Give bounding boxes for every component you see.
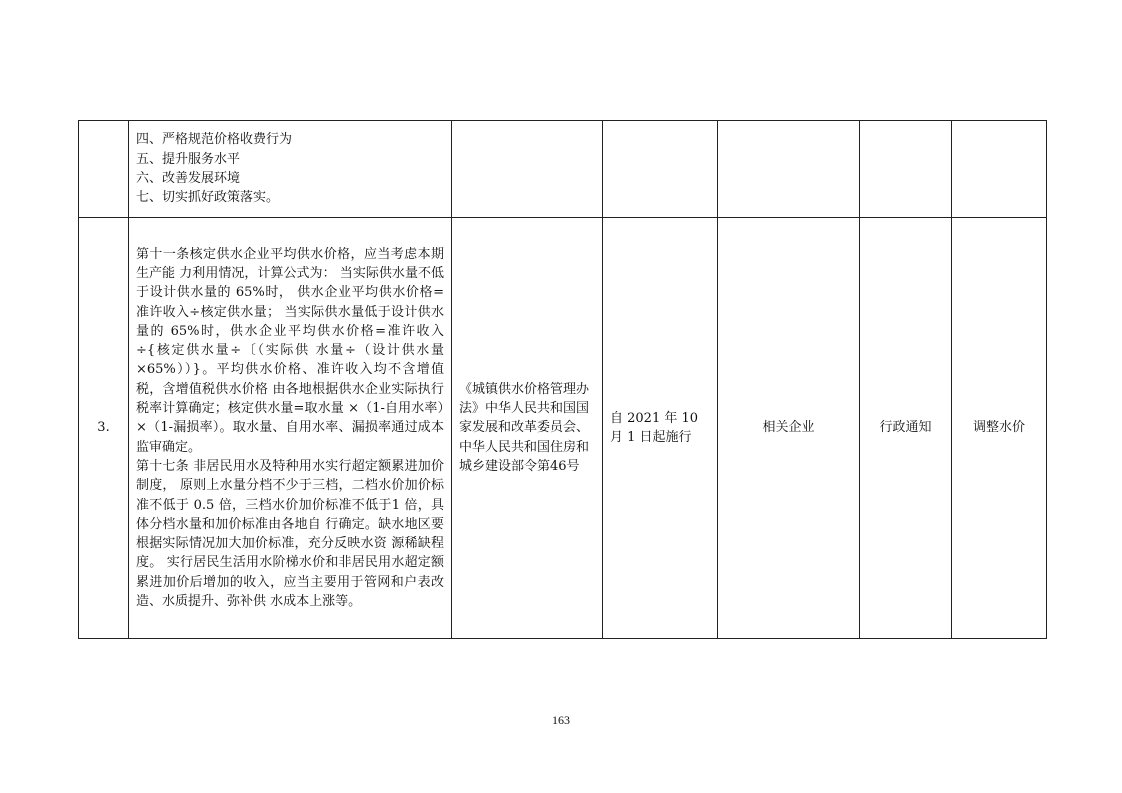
table-row (79, 218, 1047, 639)
policy-content-cell (129, 218, 452, 639)
content-line: 六、改善发展环境 (136, 171, 241, 186)
content-line: 七、切实抓好政策落实。 (136, 190, 280, 206)
page-number: 163 (552, 713, 570, 727)
effective-date-cell: 自 2021 年 10 月 1 日起施行 (603, 218, 718, 639)
target-cell (718, 121, 860, 218)
policy-table (78, 120, 1047, 639)
method-cell: 行政通知 (860, 218, 952, 639)
content-line: 五、提升服务水平 (136, 151, 241, 167)
method-cell (860, 121, 952, 218)
row-index-cell: 3. (79, 218, 129, 639)
content-line: 四、严格规范价格收费行为 (136, 132, 293, 148)
category-cell: 调整水价 (952, 218, 1047, 639)
policy-basis-cell (452, 121, 603, 218)
policy-content-cell (129, 121, 452, 218)
category-cell (952, 121, 1047, 218)
table-row (79, 121, 1047, 218)
policy-basis-cell: 《城镇供水价格管理办法》中华人民共和国国家发展和改革委员会、中华人民共和国住房和城乡建设部令第46号 (452, 218, 603, 639)
effective-date-cell (603, 121, 718, 218)
row-index-cell (79, 121, 129, 218)
article-11-paragraph: 第十一条核定供水企业平均供水价格，应当考虑本期生产能 力利用情况，计算公式为： 当实际供水量不低于设计供水量的 65%时， 供水企业平均供水价格=准许收入÷核定供水量； 当实际供水量低于设计供水量的 65%时，供水企业平均供水价格=准许收入÷{核定供水量÷〔（实际供 水量÷（设计供水量×65%））}。平均供水价格、准许收入均不含增值税，含增值税供水价格 由各地根据供水企业实际执行税率计算确定；核定供水量=取水量 ×（1-自用水率）×（1-漏损率）。取水量、自用水率、漏损率通过成本监审确定。 (136, 246, 444, 455)
target-cell: 相关企业 (718, 218, 860, 639)
article-17-paragraph: 第十七条 非居民用水及特种用水实行超定额累进加价制度， 原则上水量分档不少于三档，二档水价加价标准不低于 0.5 倍，三档水价加价标准不低于1 倍，具体分档水量和加价标准由各地自 行确定。缺水地区要根据实际情况加大加价标准，充分反映水资 源稀缺程度。 实行居民生活用水阶梯水价和非居民用水超定额累进加价后增加的收入，应当主要用于管网和户表改造、水质提升、弥补供 水成本上涨等。 (136, 458, 444, 610)
